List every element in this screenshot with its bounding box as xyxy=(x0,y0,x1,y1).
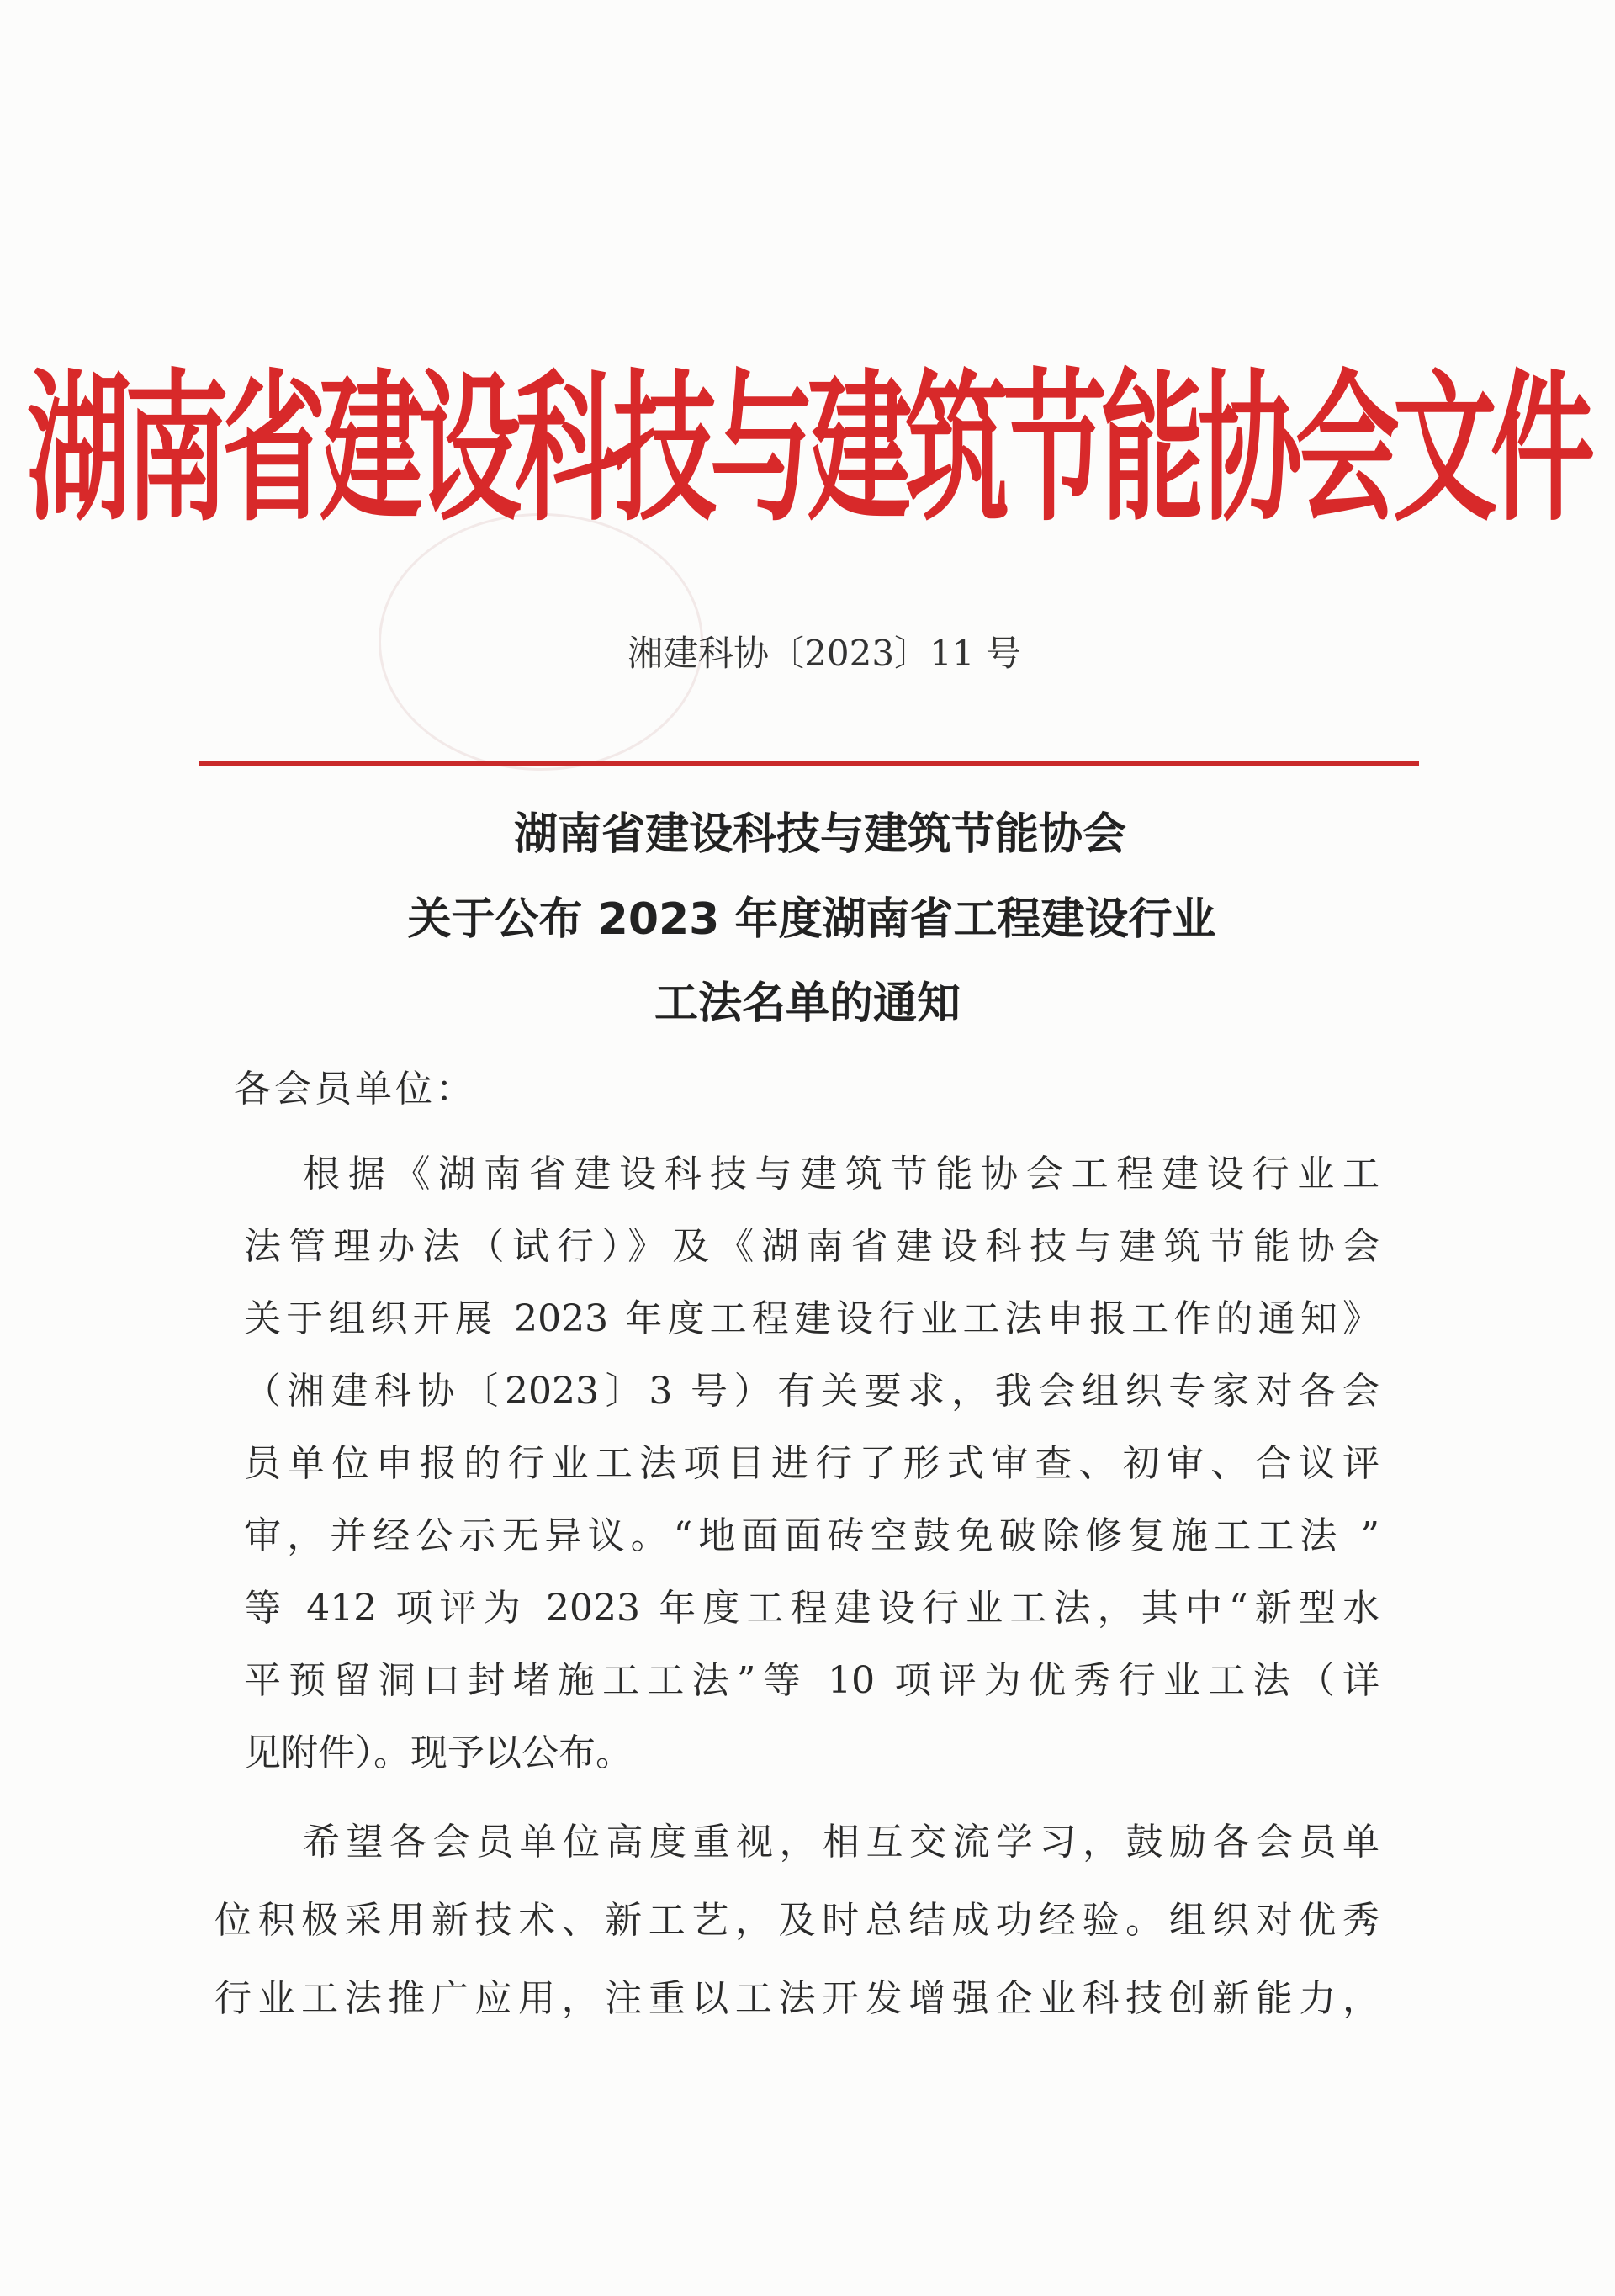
letterhead-title: 湖南省建设科技与建筑节能协会文件 xyxy=(26,356,1588,544)
paragraph-1-line: （湘建科协〔2023〕3 号）有关要求，我会组织专家对各会 xyxy=(244,1370,1379,1413)
red-divider-line xyxy=(199,761,1419,766)
document-number: 湘建科协〔2023〕11 号 xyxy=(627,633,1021,674)
paragraph-1-line: 见附件）。现予以公布。 xyxy=(244,1731,633,1774)
paragraph-2-line: 希望各会员单位高度重视，相互交流学习，鼓励各会员单 xyxy=(303,1821,1379,1864)
notice-title-line-1: 湖南省建设科技与建筑节能协会 xyxy=(513,809,1126,860)
paragraph-2-line: 位积极采用新技术、新工艺，及时总结成功经验。组织对优秀 xyxy=(214,1899,1379,1942)
paragraph-1-line: 根据《湖南省建设科技与建筑节能协会工程建设行业工 xyxy=(303,1153,1379,1196)
paragraph-1-line: 审，并经公示无异议。“地面面砖空鼓免破除修复施工工法 ” xyxy=(244,1514,1379,1557)
salutation: 各会员单位： xyxy=(234,1068,476,1111)
paragraph-1-line: 法管理办法（试行）》及《湖南省建设科技与建筑节能协会 xyxy=(244,1225,1379,1268)
paragraph-1-line: 平预留洞口封堵施工工法”等 10 项评为优秀行业工法（详 xyxy=(244,1659,1379,1702)
notice-title-line-2: 关于公布 2023 年度湖南省工程建设行业 xyxy=(407,894,1216,945)
paragraph-1-line: 等 412 项评为 2023 年度工程建设行业工法，其中“新型水 xyxy=(244,1587,1379,1630)
paragraph-1-line: 关于组织开展 2023 年度工程建设行业工法申报工作的通知》 xyxy=(244,1297,1379,1340)
paragraph-1-line: 员单位申报的行业工法项目进行了形式审查、初审、合议评 xyxy=(244,1442,1379,1485)
paragraph-2-line: 行业工法推广应用，注重以工法开发增强企业科技创新能力， xyxy=(214,1977,1379,2020)
notice-title-line-3: 工法名单的通知 xyxy=(654,978,961,1029)
